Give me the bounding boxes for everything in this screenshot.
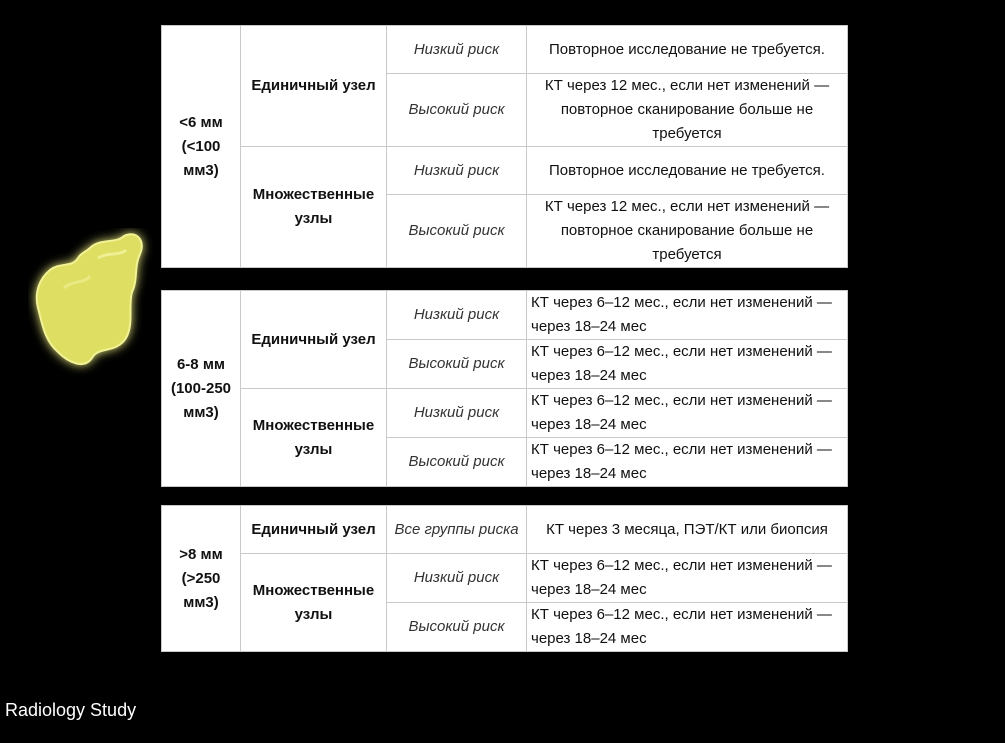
- nodule-type-cell: Множественные узлы: [241, 147, 387, 268]
- nodule-illustration: [28, 228, 158, 388]
- nodule-type-cell: Множественные узлы: [241, 554, 387, 652]
- risk-cell: Высокий риск: [387, 438, 527, 487]
- recommendation-cell: КТ через 12 мес., если нет изменений — повторное сканирование больше не требуется: [527, 74, 848, 147]
- risk-cell: Высокий риск: [387, 603, 527, 652]
- nodule-type-cell: Единичный узел: [241, 26, 387, 147]
- risk-cell: Низкий риск: [387, 389, 527, 438]
- recommendation-cell: КТ через 6–12 мес., если нет изменений — через 18–24 мес: [527, 603, 848, 652]
- risk-cell: Высокий риск: [387, 340, 527, 389]
- risk-cell: Низкий риск: [387, 291, 527, 340]
- footer-caption: Radiology Study: [5, 700, 137, 720]
- nodule-type-cell: Единичный узел: [241, 291, 387, 389]
- size-category-cell: >8 мм (>250 мм3): [162, 506, 241, 652]
- risk-cell: Низкий риск: [387, 147, 527, 195]
- risk-cell: Низкий риск: [387, 26, 527, 74]
- size-category-cell: 6-8 мм (100-250 мм3): [162, 291, 241, 487]
- risk-cell: Высокий риск: [387, 195, 527, 268]
- nodule-type-cell: Множественные узлы: [241, 389, 387, 487]
- risk-cell: Высокий риск: [387, 74, 527, 147]
- recommendation-table-medium: [161, 290, 848, 487]
- recommendation-cell: КТ через 6–12 мес., если нет изменений — через 18–24 мес: [527, 389, 848, 438]
- recommendation-cell: КТ через 6–12 мес., если нет изменений — через 18–24 мес: [527, 438, 848, 487]
- recommendation-cell: КТ через 3 месяца, ПЭТ/КТ или биопсия: [527, 506, 848, 554]
- size-category-cell: <6 мм (<100 мм3): [162, 26, 241, 268]
- recommendation-cell: Повторное исследование не требуется.: [527, 26, 848, 74]
- recommendation-table-large: [161, 505, 848, 652]
- recommendation-cell: КТ через 6–12 мес., если нет изменений — через 18–24 мес: [527, 291, 848, 340]
- risk-cell: Низкий риск: [387, 554, 527, 603]
- risk-cell: Все группы риска: [387, 506, 527, 554]
- recommendation-cell: КТ через 12 мес., если нет изменений — повторное сканирование больше не требуется: [527, 195, 848, 268]
- recommendation-table-small: [161, 25, 848, 268]
- recommendation-cell: КТ через 6–12 мес., если нет изменений — через 18–24 мес: [527, 554, 848, 603]
- nodule-type-cell: Единичный узел: [241, 506, 387, 554]
- recommendation-cell: КТ через 6–12 мес., если нет изменений — через 18–24 мес: [527, 340, 848, 389]
- recommendation-cell: Повторное исследование не требуется.: [527, 147, 848, 195]
